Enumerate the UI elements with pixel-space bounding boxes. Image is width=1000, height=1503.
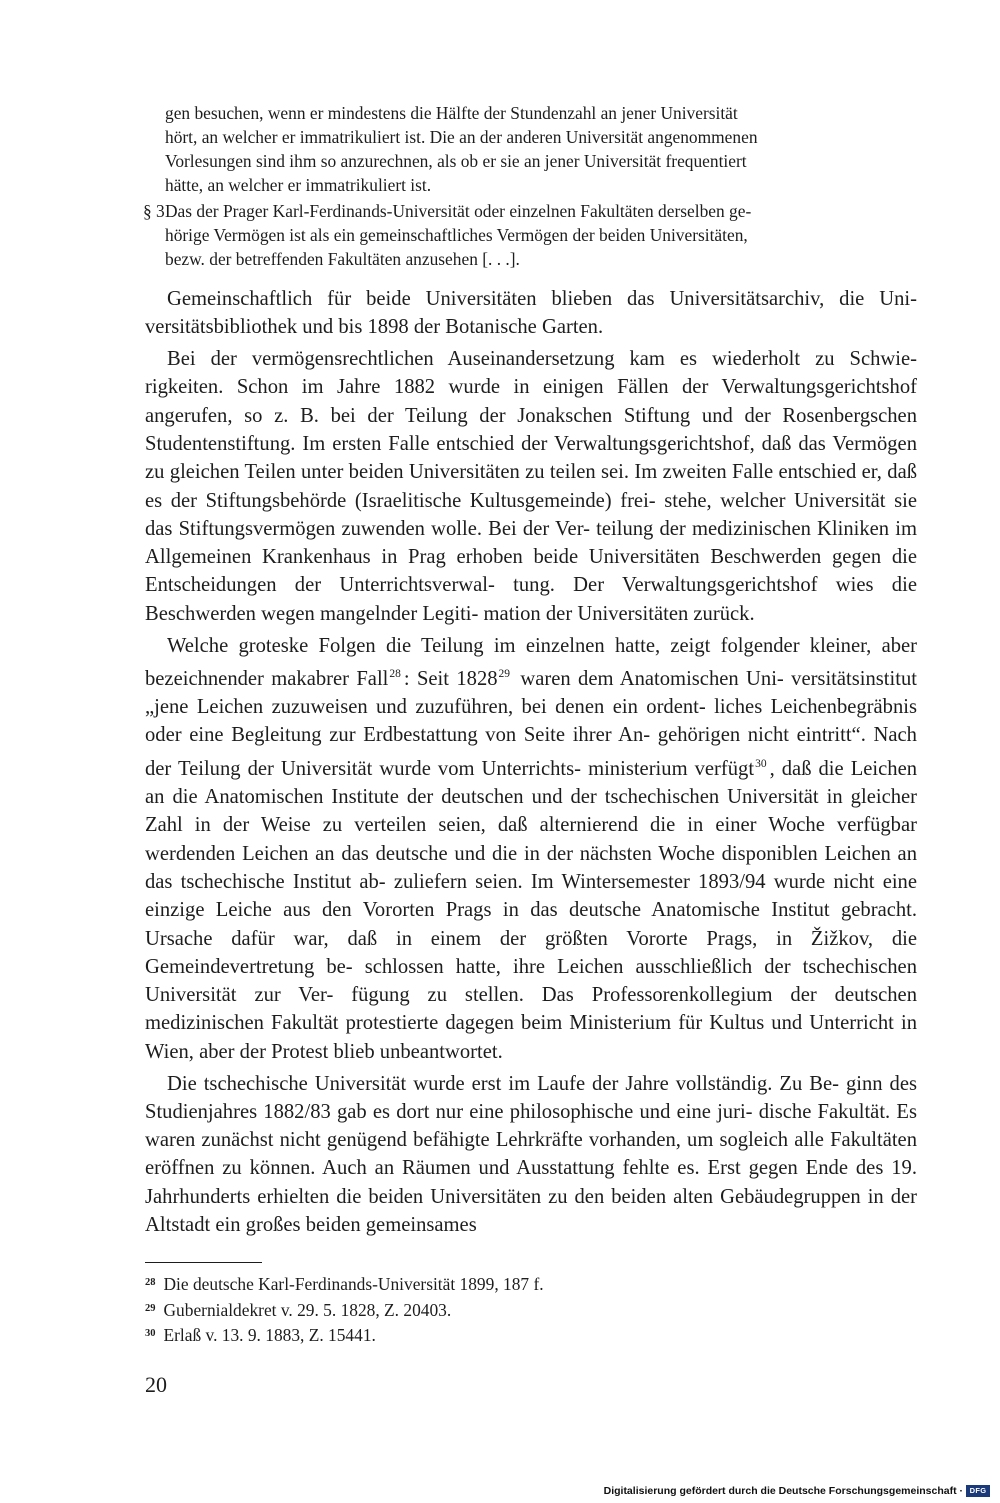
text-line: daß alternierend die in einer Woche verfügbar werdenden Leichen an das deutsche — [145, 814, 917, 865]
text-line: , daß die Leichen an die Anatomischen Institute der deutschen — [145, 757, 918, 809]
body-text — [145, 285, 917, 1243]
text-line: versitätsinstitut „jene Leichen zuzuweisen und zuzuführen, bei denen ein ordent- — [145, 667, 917, 719]
text-line: rigkeiten. Schon im Jahre 1882 wurde in einigen Fällen der Verwaltungsgerichtshof — [145, 376, 917, 399]
text-line: stehe, welcher Universität sie das Stiftungsvermögen zuwenden wolle. Bei der Ver- — [145, 489, 917, 540]
footnotes — [145, 1271, 917, 1348]
text-line: beide Universitäten Beschwerden gegen die Entscheidungen der Unterrichtsverwal- — [145, 546, 917, 597]
text-line: schlossen hatte, ihre Leichen ausschließlich der tschechischen Universität zur Ver- — [145, 955, 917, 1007]
text-line: protestierte dagegen beim Ministerium für Kultus und Unterricht in Wien, aber — [145, 1012, 918, 1063]
footnote-29 — [145, 1297, 917, 1323]
credit-text: Digitalisierung gefördert durch die Deutsche Forschungsgemeinschaft · — [603, 1485, 963, 1497]
text-line: daß in einem der größten Vororte Prags, in Žižkov, die Gemeindevertretung be- — [145, 927, 917, 978]
footnote-ref-30: 30 — [755, 757, 767, 770]
footnote-number: 30 — [145, 1328, 156, 1339]
text-line: angerufen, so z. B. bei der Teilung der Jonakschen Stiftung und der Rosenbergschen — [145, 404, 917, 427]
text-line: Falle entschied er, daß es der Stiftungsbehörde (Israelitische Kultusgemeinde) frei- — [145, 461, 918, 512]
text-line: zu den beiden alten Gebäudegruppen in der Altstadt ein großes beiden gemeinsames — [145, 1185, 917, 1236]
text-line: tung. Der Verwaltungsgerichtshof wies die Beschwerden wegen mangelnder Legiti- — [145, 574, 917, 625]
footnote-text: Die deutsche Karl-Ferdinands-Universität 1899, 187 f. — [163, 1274, 544, 1294]
text-line: Gemeinschaftlich für beide Universitäten blieben das Universitätsarchiv, die Uni- — [167, 288, 917, 310]
text-line: teilung der medizinischen Kliniken im Allgemeinen Krankenhaus in Prag erhoben — [145, 517, 917, 569]
quote-block-continuation — [165, 101, 917, 197]
text-line: fehlte es. Erst gegen Ende des 19. Jahrhunderts erhielten die beiden Universitäten — [145, 1157, 917, 1208]
text-line: Studentenstiftung. Im ersten Falle entschied der Verwaltungsgerichtshof, daß das — [145, 432, 826, 455]
text-line: der Protest blieb unbeantwortet. — [239, 1040, 503, 1063]
text-line: und die in der nächsten Woche disponiblen Leichen an das tschechische Institut ab- — [145, 842, 917, 893]
quote-line: hörige Vermögen ist als ein gemeinschaftliches Vermögen der beiden Universitäten, — [165, 225, 748, 245]
footnote-number: 28 — [145, 1277, 156, 1288]
quote-line: gen besuchen, wenn er mindestens die Hälfte der Stundenzahl an jener Universität — [165, 103, 738, 123]
footnote-ref-28: 28 — [389, 667, 401, 680]
footnote-30 — [145, 1322, 917, 1348]
text-line: zuliefern seien. Im Wintersemester 1893/94 wurde nicht eine einzige Leiche aus den — [145, 870, 917, 922]
text-line: Die tschechische Universität wurde erst im Laufe der Jahre vollständig. Zu Be- — [167, 1072, 839, 1095]
paragraph — [145, 632, 917, 1066]
footnote-28 — [145, 1271, 917, 1297]
paragraph — [145, 345, 917, 628]
paragraph — [145, 285, 917, 342]
footnote-divider — [145, 1262, 262, 1263]
text-line: versitätsbibliothek und bis 1898 der Botanische Garten. — [145, 316, 604, 339]
text-line: um sogleich alle Fakultäten eröffnen zu können. Auch an Räumen und Ausstattung — [145, 1129, 917, 1180]
paragraph — [145, 1070, 917, 1240]
text-line: dische Fakultät. Es waren zunächst nicht genügend befähigte Lehrkräfte vorhanden, — [145, 1100, 917, 1152]
dfg-logo: DFG — [966, 1485, 990, 1497]
footnote-text: Erlaß v. 13. 9. 1883, Z. 15441. — [163, 1325, 376, 1345]
quote-line: hätte, an welcher er immatrikuliert ist. — [165, 175, 432, 195]
text-line: waren dem Anatomischen Uni- — [513, 667, 784, 690]
footnote-number: 29 — [145, 1302, 156, 1314]
text-line: gehörigen nicht eintritt“. Nach der Teilung der Universität wurde vom Unterrichts- — [145, 724, 917, 780]
page-number: 20 — [145, 1372, 167, 1397]
text-line: mation der Universitäten zurück. — [483, 602, 755, 625]
digitization-credit — [604, 1483, 990, 1499]
text-line: Bei der vermögensrechtlichen Auseinandersetzung kam es wiederholt zu Schwie- — [167, 348, 917, 371]
text-line: ginn des Studienjahres 1882/83 gab es dort nur eine philosophische und eine juri- — [145, 1072, 918, 1123]
text-line: aber bezeichnender makabrer Fall — [145, 634, 917, 690]
text-line: ministerium verfügt — [588, 757, 755, 780]
text-line: liches Leichenbegräbnis oder eine Begleitung zur Erdbestattung von Seite ihrer An- — [145, 696, 917, 747]
footnote-text: Gubernialdekret v. 29. 5. 1828, Z. 20403. — [163, 1299, 452, 1320]
text-line: : Seit 1828 — [403, 667, 498, 690]
footnote-ref-29: 29 — [498, 667, 511, 680]
text-line: und der tschechischen Universität in gleicher Zahl in der Weise zu verteilen seien, — [145, 786, 917, 837]
paragraph-mark: § 3 — [143, 201, 165, 221]
text-line: Vororten Prags in das deutsche Anatomische Institut gebracht. Ursache dafür war, — [145, 899, 918, 950]
text-line: Welche groteske Folgen die Teilung im einzelnen hatte, zeigt folgender kleiner, — [167, 634, 872, 657]
quote-line: Vorlesungen sind ihm so anzurechnen, als ob er sie an jener Universität frequentiert — [165, 151, 747, 171]
text-line: fügung zu stellen. Das Professorenkollegium der deutschen medizinischen Fakultät — [145, 984, 917, 1035]
quote-line: bezw. der betreffenden Fakultäten anzusehen [. . .]. — [165, 249, 520, 269]
quote-block-paragraph-3 — [143, 199, 917, 271]
quote-line: hört, an welcher er immatrikuliert ist. Die an der anderen Universität angenommenen — [165, 127, 758, 147]
text-line: Vermögen zu gleichen Teilen unter beiden Universitäten zu teilen sei. Im zweiten — [145, 432, 917, 484]
quote-line: Das der Prager Karl-Ferdinands-Universität oder einzelnen Fakultäten derselben ge- — [165, 201, 752, 221]
